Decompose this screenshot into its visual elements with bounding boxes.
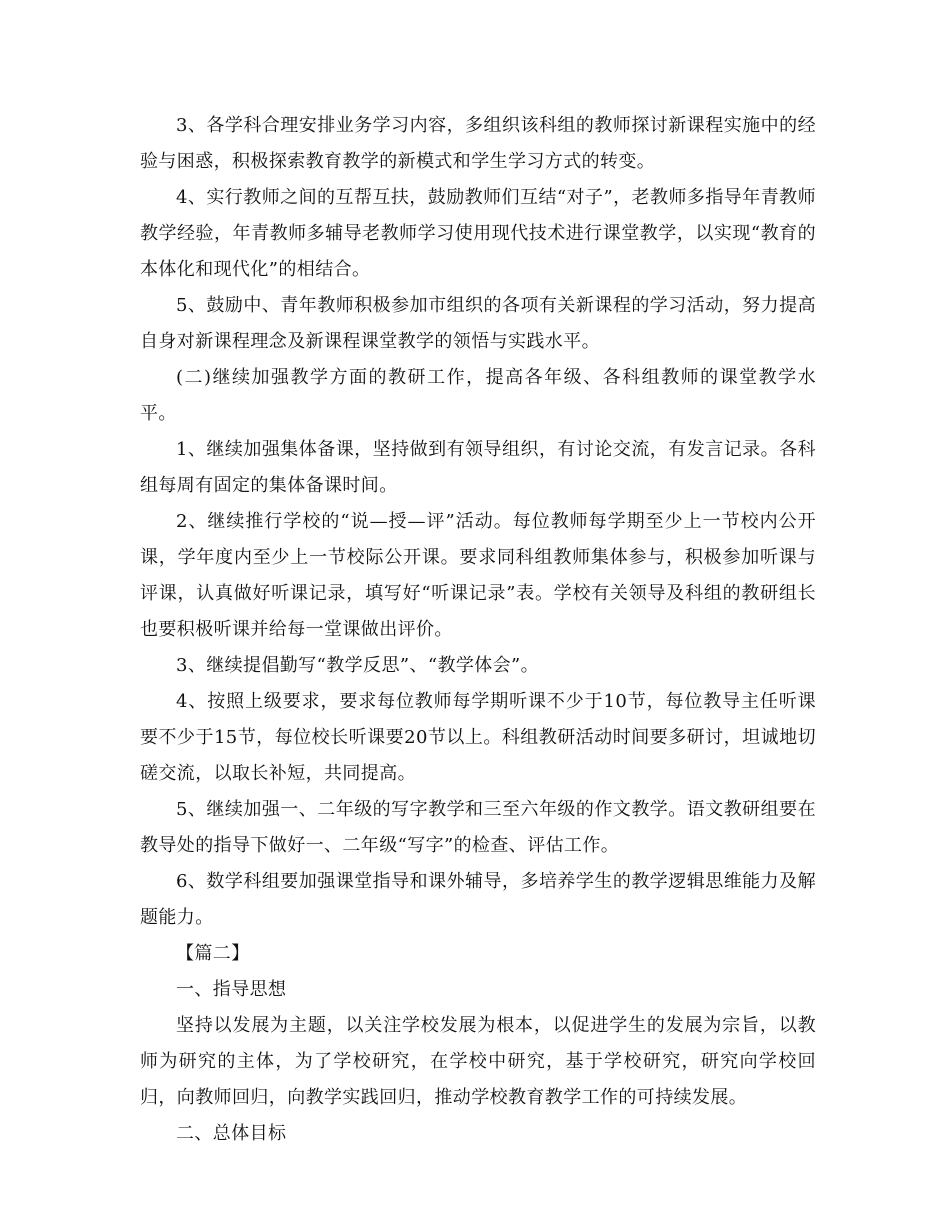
- guiding-ideology-heading: 一、指导思想: [176, 979, 287, 1000]
- overall-goals-heading: 二、总体目标: [176, 1123, 287, 1144]
- paragraph-item-5-encourage-teachers: 5、鼓励中、青年教师积极参加市组织的各项有关新课程的学习活动，努力提高自身对新课程理念及新课程课堂教学的领悟与实践水平。: [140, 295, 816, 352]
- paragraph-item-2-open-class: 2、继续推行学校的“说—授—评”活动。每位教师每学期至少上一节校内公开课，学年度内至少上一节校际公开课。要求同科组教师集体参与，积极参加听课与评课，认真做好听课记录，填写好“听课记录”表。学校有关领导及科组的教研组长也要积极听课并给每一堂课做出评价。: [140, 511, 816, 640]
- document-body: [140, 108, 816, 1152]
- paragraph-item-3-reflection: 3、继续提倡勤写“教学反思”、“教学体会”。: [176, 655, 540, 676]
- paragraph-item-4-lesson-observation: 4、按照上级要求，要求每位教师每学期听课不少于10节，每位教导主任听课要不少于15节，每位校长听课要20节以上。科组教研活动时间要多研讨，坦诚地切磋交流，以取长补短，共同提高。: [140, 691, 816, 784]
- paragraph-item-6-math-group: 6、数学科组要加强课堂指导和课外辅导，多培养学生的教学逻辑思维能力及解题能力。: [140, 871, 816, 928]
- paragraph-item-4-mutual-help: 4、实行教师之间的互帮互扶，鼓励教师们互结“对子”，老教师多指导年青教师教学经验，年青教师多辅导老教师学习使用现代技术进行课堂教学，以实现“教育的本体化和现代化”的相结合。: [140, 187, 816, 280]
- paragraph-item-3-study-content: 3、各学科合理安排业务学习内容，多组织该科组的教师探讨新课程实施中的经验与困惑，积极探索教育教学的新模式和学生学习方式的转变。: [140, 115, 816, 172]
- paragraph-item-5-writing-teaching: 5、继续加强一、二年级的写字教学和三至六年级的作文教学。语文教研组要在教导处的指导下做好一、二年级“写字”的检查、评估工作。: [140, 799, 816, 856]
- guiding-ideology-paragraph: 坚持以发展为主题，以关注学校发展为根本，以促进学生的发展为宗旨，以教师为研究的主体，为了学校研究，在学校中研究，基于学校研究，研究向学校回归，向教师回归，向教学实践回归，推动学校教育教学工作的可持续发展。: [140, 1015, 816, 1108]
- part-two-heading: 【篇二】: [176, 943, 250, 964]
- section-heading-2: (二)继续加强教学方面的教研工作，提高各年级、各科组教师的课堂教学水平。: [140, 367, 816, 424]
- paragraph-item-1-collective-prep: 1、继续加强集体备课，坚持做到有领导组织，有讨论交流，有发言记录。各科组每周有固定的集体备课时间。: [140, 439, 816, 496]
